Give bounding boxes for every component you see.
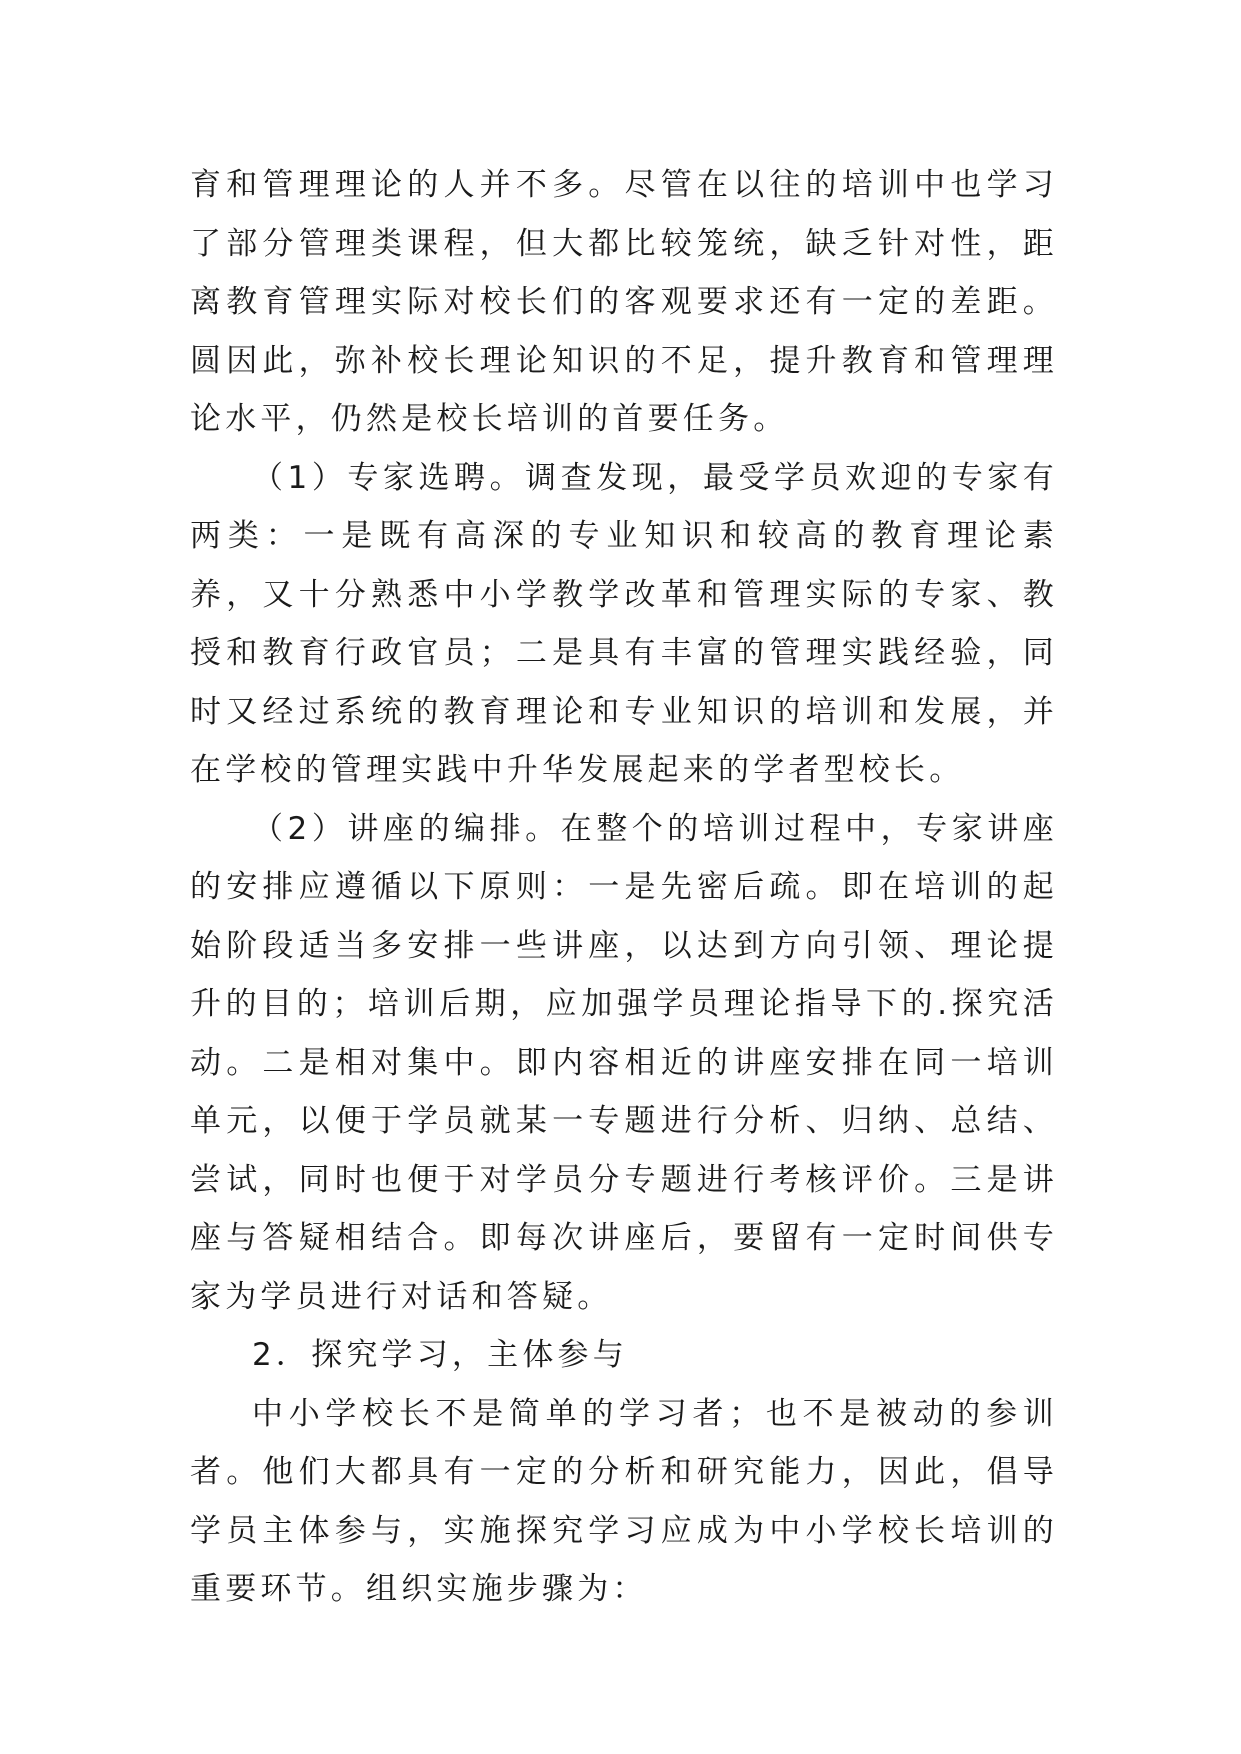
paragraph-theory-training: 育和管理理论的人并不多。尽管在以往的培训中也学习了部分管理类课程，但大都比较笼统，缺乏针对性，距离教育管理实际对校长们的客观要求还有一定的差距。圆因此，弥补校长理论知识的不足，提升教育和管理理论水平，仍然是校长培训的首要任务。	[190, 167, 1058, 437]
paragraph-inquiry-learning: 中小学校长不是简单的学习者；也不是被动的参训者。他们大都具有一定的分析和研究能力，因此，倡导学员主体参与，实施探究学习应成为中小学校长培训的重要环节。组织实施步骤为：	[190, 1395, 1058, 1607]
document-body	[190, 156, 1058, 1619]
paragraph-expert-selection: （1）专家选聘。调查发现，最受学员欢迎的专家有两类：一是既有高深的专业知识和较高的教育理论素养，又十分熟悉中小学教学改革和管理实际的专家、教授和教育行政官员；二是具有丰富的管理实践经验，同时又经过系统的教育理论和专业知识的培训和发展，并在学校的管理实践中升华发展起来的学者型校长。	[190, 459, 1058, 788]
section-heading-inquiry-learning: 2．探究学习，主体参与	[252, 1337, 628, 1373]
paragraph-lecture-arrangement: （2）讲座的编排。在整个的培训过程中，专家讲座的安排应遵循以下原则：一是先密后疏。即在培训的起始阶段适当多安排一些讲座，以达到方向引领、理论提升的目的；培训后期，应加强学员理论指导下的.探究活动。二是相对集中。即内容相近的讲座安排在同一培训单元，以便于学员就某一专题进行分析、归纳、总结、尝试，同时也便于对学员分专题进行考核评价。三是讲座与答疑相结合。即每次讲座后，要留有一定时间供专家为学员进行对话和答疑。	[190, 810, 1058, 1315]
